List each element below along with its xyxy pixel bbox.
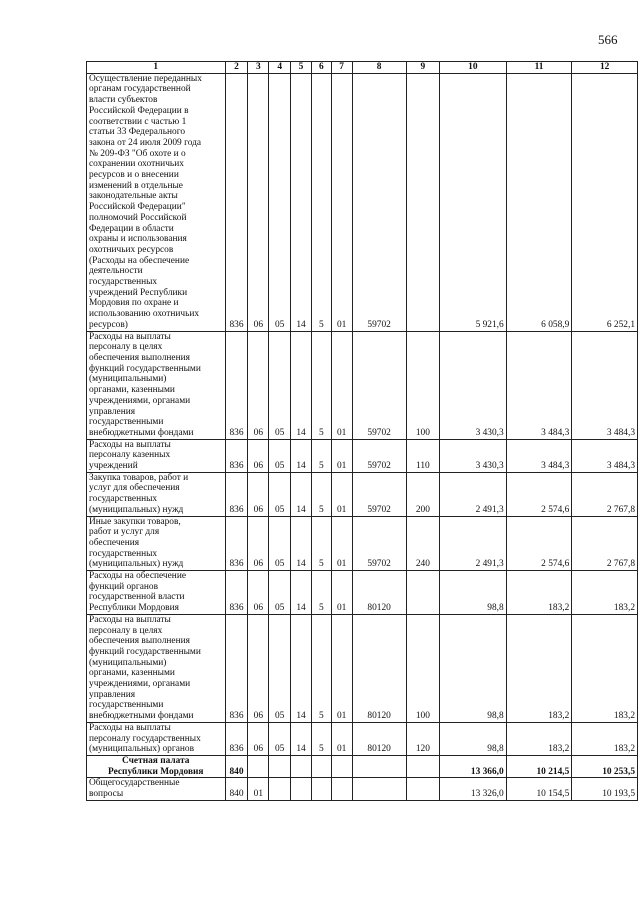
row-description: Общегосударственные вопросы <box>87 778 226 800</box>
cell-col-10: 5 921,6 <box>440 73 507 331</box>
cell-col-4: 05 <box>269 472 291 516</box>
cell-col-9: 120 <box>406 722 439 755</box>
table-row <box>87 516 638 571</box>
row-description: Расходы на выплаты персоналу государственных (муниципальных) органов <box>87 722 226 755</box>
cell-col-12: 10 193,5 <box>572 778 638 800</box>
cell-col-12: 10 253,5 <box>572 756 638 778</box>
cell-col-8: 59702 <box>352 331 406 439</box>
cell-col-10: 13 366,0 <box>440 756 507 778</box>
cell-col-8: 59702 <box>352 516 406 571</box>
cell-col-8: 80120 <box>352 571 406 615</box>
cell-col-3: 01 <box>248 778 269 800</box>
cell-col-11: 2 574,6 <box>506 472 572 516</box>
cell-col-11: 183,2 <box>506 614 572 722</box>
cell-col-3: 06 <box>248 472 269 516</box>
cell-col-8 <box>352 756 406 778</box>
cell-col-2: 836 <box>225 439 248 472</box>
cell-col-7: 01 <box>331 516 352 571</box>
column-header: 2 <box>225 62 248 74</box>
row-description: Закупка товаров, работ и услуг для обеспечения государственных (муниципальных) нужд <box>87 472 226 516</box>
cell-col-2: 836 <box>225 516 248 571</box>
cell-col-9: 110 <box>406 439 439 472</box>
table-row <box>87 439 638 472</box>
cell-col-11: 3 484,3 <box>506 331 572 439</box>
cell-col-6 <box>311 756 331 778</box>
cell-col-6: 5 <box>311 439 331 472</box>
cell-col-8: 80120 <box>352 722 406 755</box>
cell-col-5: 14 <box>291 722 312 755</box>
cell-col-9 <box>406 778 439 800</box>
cell-col-9 <box>406 73 439 331</box>
cell-col-5 <box>291 756 312 778</box>
cell-col-5 <box>291 778 312 800</box>
cell-col-4: 05 <box>269 331 291 439</box>
cell-col-10: 98,8 <box>440 614 507 722</box>
cell-col-9 <box>406 756 439 778</box>
column-header: 10 <box>440 62 507 74</box>
cell-col-11: 183,2 <box>506 722 572 755</box>
cell-col-2: 840 <box>225 778 248 800</box>
cell-col-6: 5 <box>311 571 331 615</box>
cell-col-6: 5 <box>311 331 331 439</box>
column-header: 12 <box>572 62 638 74</box>
cell-col-3: 06 <box>248 331 269 439</box>
cell-col-3: 06 <box>248 73 269 331</box>
table-row <box>87 722 638 755</box>
cell-col-2: 840 <box>225 756 248 778</box>
table-row <box>87 571 638 615</box>
cell-col-2: 836 <box>225 571 248 615</box>
cell-col-8: 59702 <box>352 73 406 331</box>
cell-col-7: 01 <box>331 614 352 722</box>
cell-col-3 <box>248 756 269 778</box>
cell-col-12: 2 767,8 <box>572 472 638 516</box>
cell-col-11: 3 484,3 <box>506 439 572 472</box>
cell-col-2: 836 <box>225 73 248 331</box>
cell-col-9: 240 <box>406 516 439 571</box>
table-body <box>87 73 638 800</box>
column-header: 6 <box>311 62 331 74</box>
cell-col-12: 3 484,3 <box>572 331 638 439</box>
table-header-row <box>87 62 638 74</box>
column-header: 11 <box>506 62 572 74</box>
cell-col-2: 836 <box>225 614 248 722</box>
cell-col-2: 836 <box>225 472 248 516</box>
cell-col-11: 10 214,5 <box>506 756 572 778</box>
cell-col-10: 2 491,3 <box>440 472 507 516</box>
cell-col-5: 14 <box>291 331 312 439</box>
cell-col-10: 3 430,3 <box>440 331 507 439</box>
column-header: 1 <box>87 62 226 74</box>
column-header: 7 <box>331 62 352 74</box>
row-description: Расходы на выплаты персоналу казенных учреждений <box>87 439 226 472</box>
table-row <box>87 472 638 516</box>
cell-col-6: 5 <box>311 722 331 755</box>
cell-col-4: 05 <box>269 571 291 615</box>
row-description: Счетная палата Республики Мордовия <box>87 756 226 778</box>
page-number: 566 <box>598 32 618 47</box>
cell-col-9 <box>406 571 439 615</box>
cell-col-6: 5 <box>311 73 331 331</box>
cell-col-5: 14 <box>291 472 312 516</box>
column-header: 4 <box>269 62 291 74</box>
table-row <box>87 331 638 439</box>
cell-col-12: 183,2 <box>572 614 638 722</box>
cell-col-10: 13 326,0 <box>440 778 507 800</box>
cell-col-4: 05 <box>269 439 291 472</box>
column-header: 8 <box>352 62 406 74</box>
cell-col-7: 01 <box>331 439 352 472</box>
cell-col-12: 183,2 <box>572 571 638 615</box>
table-row <box>87 73 638 331</box>
column-header: 9 <box>406 62 439 74</box>
cell-col-10: 2 491,3 <box>440 516 507 571</box>
cell-col-8: 59702 <box>352 439 406 472</box>
cell-col-7 <box>331 778 352 800</box>
cell-col-5: 14 <box>291 73 312 331</box>
cell-col-5: 14 <box>291 571 312 615</box>
cell-col-4: 05 <box>269 614 291 722</box>
cell-col-3: 06 <box>248 516 269 571</box>
cell-col-5: 14 <box>291 614 312 722</box>
cell-col-7: 01 <box>331 73 352 331</box>
cell-col-3: 06 <box>248 722 269 755</box>
cell-col-4 <box>269 756 291 778</box>
cell-col-6: 5 <box>311 516 331 571</box>
column-header: 5 <box>291 62 312 74</box>
cell-col-9: 100 <box>406 614 439 722</box>
cell-col-8: 80120 <box>352 614 406 722</box>
row-description: Расходы на обеспечение функций органов государственной власти Республики Мордовия <box>87 571 226 615</box>
cell-col-7: 01 <box>331 571 352 615</box>
cell-col-6: 5 <box>311 614 331 722</box>
cell-col-7: 01 <box>331 472 352 516</box>
cell-col-12: 2 767,8 <box>572 516 638 571</box>
row-description: Расходы на выплаты персоналу в целях обеспечения выполнения функций государственными (муниципальными) органами, казенными учреждениями, органами управления государственными внебюджетными фондами <box>87 331 226 439</box>
cell-col-5: 14 <box>291 516 312 571</box>
cell-col-11: 6 058,9 <box>506 73 572 331</box>
cell-col-4: 05 <box>269 722 291 755</box>
cell-col-5: 14 <box>291 439 312 472</box>
cell-col-6 <box>311 778 331 800</box>
cell-col-9: 200 <box>406 472 439 516</box>
table-row <box>87 778 638 800</box>
cell-col-11: 10 154,5 <box>506 778 572 800</box>
cell-col-10: 3 430,3 <box>440 439 507 472</box>
cell-col-2: 836 <box>225 722 248 755</box>
table-row <box>87 756 638 778</box>
row-description: Иные закупки товаров, работ и услуг для обеспечения государственных (муниципальных) нужд <box>87 516 226 571</box>
row-description: Осуществление переданных органам государственной власти субъектов Российской Федерации в соответствии с частью 1 статьи 33 Федерального закона от 24 июля 2009 года № 209-ФЗ "Об охоте и о сохранении охотничьих ресурсов и о внесении изменений в отдельные законодательные акты Российской Федерации" полномочий Российской Федерации в области охраны и использования охотничьих ресурсов (Расходы на обеспечение деятельности государственных учреждений Республики Мордовия по охране и использованию охотничьих ресурсов) <box>87 73 226 331</box>
cell-col-10: 98,8 <box>440 722 507 755</box>
table-row <box>87 614 638 722</box>
cell-col-11: 2 574,6 <box>506 516 572 571</box>
budget-table <box>86 61 638 801</box>
cell-col-3: 06 <box>248 614 269 722</box>
cell-col-9: 100 <box>406 331 439 439</box>
cell-col-8: 59702 <box>352 472 406 516</box>
cell-col-8 <box>352 778 406 800</box>
cell-col-10: 98,8 <box>440 571 507 615</box>
cell-col-7 <box>331 756 352 778</box>
cell-col-2: 836 <box>225 331 248 439</box>
cell-col-6: 5 <box>311 472 331 516</box>
cell-col-7: 01 <box>331 331 352 439</box>
row-description: Расходы на выплаты персоналу в целях обеспечения выполнения функций государственными (муниципальными) органами, казенными учреждениями, органами управления государственными внебюджетными фондами <box>87 614 226 722</box>
cell-col-4: 05 <box>269 73 291 331</box>
cell-col-12: 183,2 <box>572 722 638 755</box>
cell-col-4: 05 <box>269 516 291 571</box>
cell-col-4 <box>269 778 291 800</box>
cell-col-11: 183,2 <box>506 571 572 615</box>
cell-col-7: 01 <box>331 722 352 755</box>
cell-col-12: 6 252,1 <box>572 73 638 331</box>
cell-col-12: 3 484,3 <box>572 439 638 472</box>
column-header: 3 <box>248 62 269 74</box>
cell-col-3: 06 <box>248 571 269 615</box>
cell-col-3: 06 <box>248 439 269 472</box>
